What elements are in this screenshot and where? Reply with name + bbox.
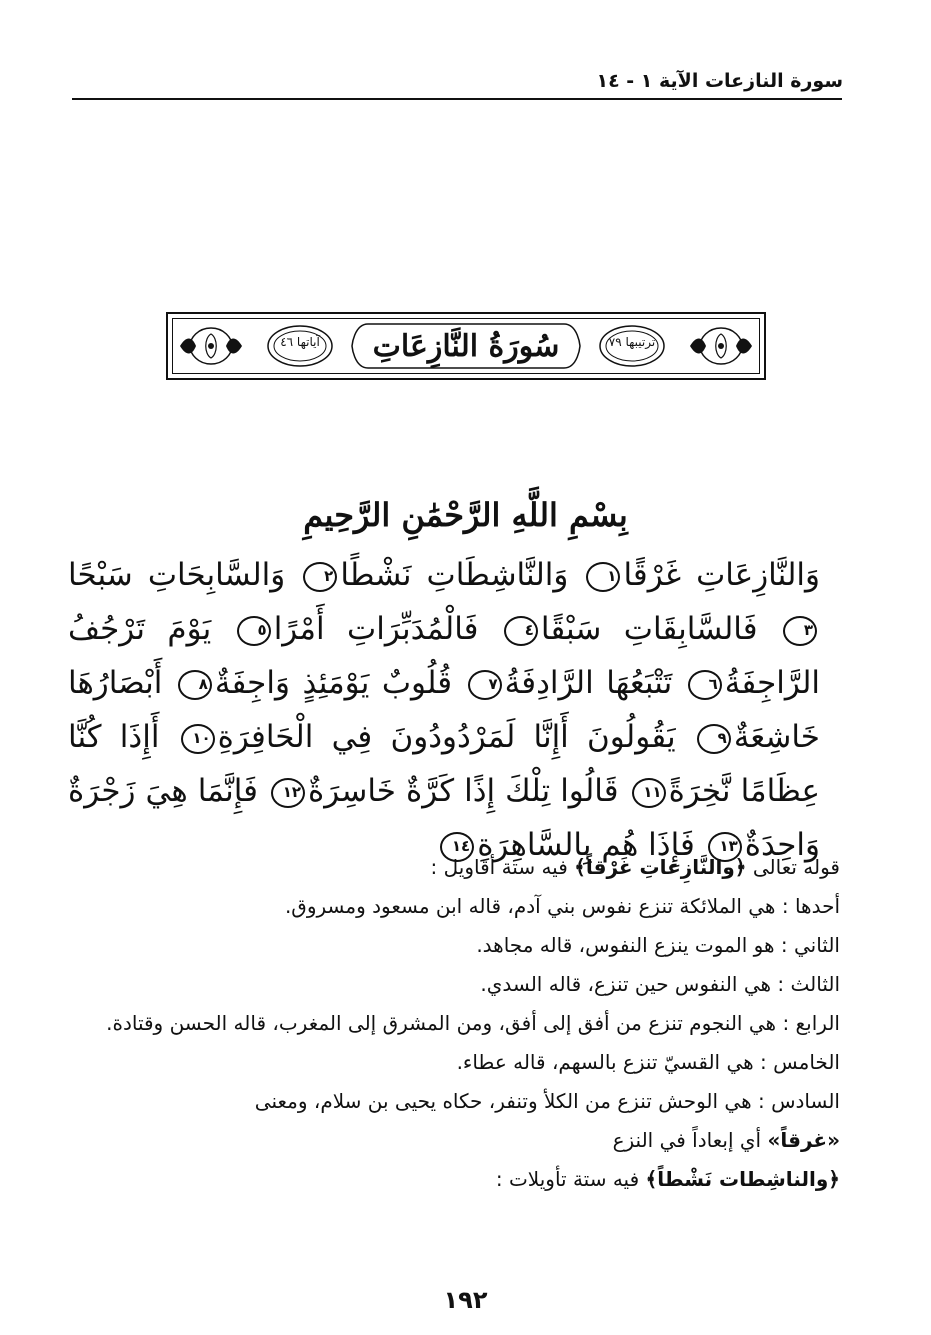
verse-number-marker: ١٤ [440, 832, 474, 862]
commentary-item [66, 1082, 840, 1121]
basmala: بِسْمِ اللَّهِ الرَّحْمَٰنِ الرَّحِيمِ [303, 496, 628, 534]
surah-banner [166, 312, 766, 380]
item-label: أحدها : [781, 894, 840, 918]
quran-verses [68, 548, 820, 872]
verses-count-medallion [264, 322, 336, 370]
second-quote: ﴿والناشِطات نَشْطاً﴾ [645, 1167, 840, 1191]
verse-text: وَالنَّاشِطَاتِ نَشْطًا [340, 557, 569, 593]
verse-text: يَوْمَ تَرْجُفُ الرَّاجِفَةُ [68, 611, 821, 701]
commentary-item [66, 926, 840, 965]
note-text: أي إبعاداً في النزع [612, 1128, 768, 1152]
verse-text: فَالسَّابِقَاتِ سَبْقًا [540, 611, 758, 647]
surah-order-medallion [596, 322, 668, 370]
verse-text: أَإِذَا كُنَّا عِظَامًا نَّخِرَةً [68, 719, 820, 809]
commentary-item [66, 1004, 840, 1043]
verse-number-marker: ١٢ [271, 778, 305, 808]
second-text: فيه ستة تأويلات : [495, 1167, 646, 1191]
verse-number-marker: ٩ [697, 724, 731, 754]
verse-number-marker: ١ [586, 562, 620, 592]
item-text: هي النجوم تنزع من أفق إلى أفق، ومن المشرق إلى المغرب، قاله الحسن وقتادة. [106, 1011, 783, 1035]
running-title: سورة النازعات الآية ١ - ١٤ [596, 70, 843, 92]
item-label: الرابع : [782, 1011, 840, 1035]
verse-number-marker: ٤ [504, 616, 538, 646]
intro-text: قوله تعالى [746, 855, 840, 879]
item-text: هي الوحش تنزع من الكلأ وتنفر، حكاه يحيى بن سلام، ومعنى [254, 1089, 758, 1113]
verse-number-marker: ٣ [783, 616, 817, 646]
title-cartouche [348, 320, 584, 372]
verse-text: فَإِنَّمَا هِيَ زَجْرَةٌ وَاحِدَةٌ [68, 773, 820, 863]
verse-number-marker: ٥ [237, 616, 271, 646]
verse-text: تَتْبَعُهَا الرَّادِفَةُ [504, 665, 673, 701]
verse-number-marker: ٨ [178, 670, 212, 700]
verse-text: وَالنَّازِعَاتِ غَرْقًا [623, 557, 821, 593]
commentary-note [66, 1121, 840, 1160]
surah-order-label: ترتيبها ٧٩ [608, 335, 656, 349]
running-header [73, 66, 843, 96]
commentary [66, 848, 840, 1199]
commentary-item [66, 887, 840, 926]
commentary-item [66, 1043, 840, 1082]
verse-number-marker: ٦ [688, 670, 722, 700]
item-label: السادس : [757, 1089, 840, 1113]
commentary-item [66, 965, 840, 1004]
item-label: الخامس : [760, 1050, 840, 1074]
commentary-intro [66, 848, 840, 887]
verses-count-label: آياتها ٤٦ [280, 335, 320, 349]
verse-number-marker: ١٣ [708, 832, 742, 862]
item-text: هو الموت ينزع النفوس، قاله مجاهد. [476, 933, 781, 957]
verse-number-marker: ١٠ [181, 724, 215, 754]
verse-text: فَالْمُدَبِّرَاتِ أَمْرًا [273, 611, 479, 647]
intro-text-end: فيه ستة أقاويل : [430, 855, 575, 879]
verse-text: وَالسَّابِحَاتِ سَبْحًا [68, 557, 286, 593]
verse-text: أَبْصَارُهَا خَاشِعَةٌ [68, 665, 820, 755]
note-quote: «غرقاً» [767, 1128, 840, 1152]
floral-ornament-icon [686, 324, 756, 368]
verse-number-marker: ٢ [303, 562, 337, 592]
item-text: هي النفوس حين تنزع، قاله السدي. [480, 972, 778, 996]
verse-number-marker: ٧ [468, 670, 502, 700]
verse-text: قَالُوا تِلْكَ إِذًا كَرَّةٌ خَاسِرَةٌ [308, 773, 619, 809]
floral-ornament-icon [176, 324, 246, 368]
page-number: ١٩٢ [443, 1286, 488, 1314]
surah-title: سُورَةُ النَّازِعَاتِ [372, 329, 560, 364]
verse-text: فَإِذَا هُم بِالسَّاهِرَةِ [477, 827, 695, 863]
verse-number-marker: ١١ [632, 778, 666, 808]
verse-text: قُلُوبٌ يَوْمَئِذٍ وَاجِفَةٌ [214, 665, 453, 701]
header-rule [72, 98, 842, 100]
item-label: الثاني : [780, 933, 840, 957]
commentary-second-intro [66, 1160, 840, 1199]
item-text: هي القسيّ تنزع بالسهم، قاله عطاء. [456, 1050, 761, 1074]
item-label: الثالث : [777, 972, 840, 996]
verse-text: يَقُولُونَ أَإِنَّا لَمَرْدُودُونَ فِي الْحَافِرَةِ [217, 719, 676, 755]
item-text: هي الملائكة تنزع نفوس بني آدم، قاله ابن مسعود ومسروق. [284, 894, 782, 918]
intro-quote: ﴿والنَّازِعاتِ غَرْقاً﴾ [574, 855, 747, 879]
